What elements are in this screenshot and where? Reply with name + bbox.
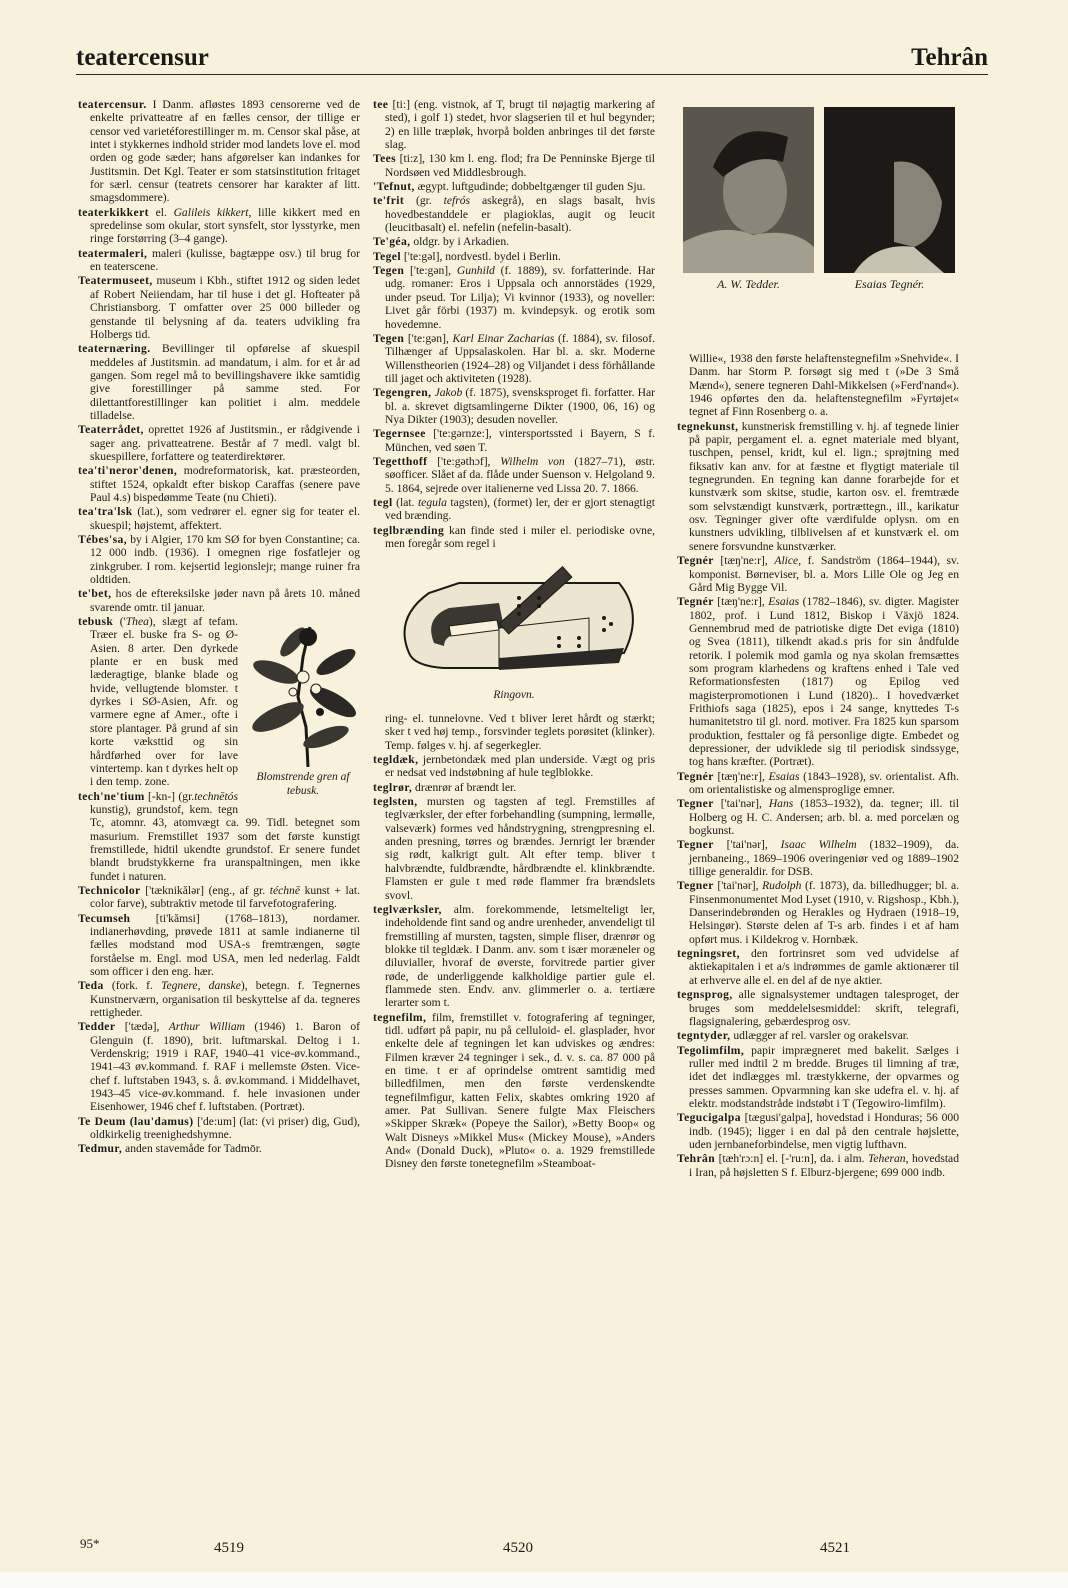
- entry: Tees [ti:z], 130 km l. eng. flod; fra De Penninske Bjerge til Nordsøen ved Middlesbrough.: [373, 152, 655, 179]
- entry-continuation: ring- el. tunnelovne. Ved t bliver leret hårdt og stærkt; sker t ved høj temp., forsvinder teglets porøsitet (klinker). Temp. følges v. hj. af segerkegler.: [385, 712, 655, 752]
- entry: Tébes'sa, by i Algier, 170 km SØ for byen Constantine; ca. 12 000 indb. (1936). I omegnen rige fosfatlejer og zinkgruber. I rom. kejsertid legionslejr; mange ruiner fra oldtiden.: [78, 533, 360, 587]
- left-guideword: teatercensur: [76, 44, 209, 71]
- entry: tegl (lat. tegula tagsten), (formet) ler, der er gjort stenagtigt ved brænding.: [373, 495, 655, 523]
- portrait-tedder-photo-icon: [683, 107, 814, 273]
- entry: teglsten, mursten og tagsten af tegl. Fremstilles af teglværksler, der efter forbehandling (sumpning, lermølle, valseværk) formes ved håndstrygning, strengpresning el. anden presning, tørres og brændes. Jernrigt ler brænder sig rødt, kalkrigt gult. Alt efter temp. bliver t halvbrændte, fuldbrændte, hårdbrændte el. klinkbrændte. Flamsten er gule t med røde flammer fra brændslets svovl.: [373, 795, 655, 902]
- entry: tea'tra'lsk (lat.), som vedrører el. egner sig for teater el. skuespil; højstemt, affektert.: [78, 505, 360, 532]
- entry: teatermaleri, maleri (kulisse, bagtæppe osv.) til brug for en teaterscene.: [78, 246, 360, 274]
- entry: teaterkikkert el. Galileis kikkert, lille kikkert med en spredelinse som okular, stort synsfelt, stor lysstyrke, men ringe forstørring (3–4 gange).: [78, 205, 361, 246]
- entry: Tegel ['te:gəl], nordvestl. bydel i Berlin.: [373, 249, 561, 263]
- entry: tegningsret, den fortrinsret som ved udvidelse af aktiekapitalen i et a/s indrømmes de gamle aktionærer til at erhverve alle el. en del af de nye aktier.: [677, 947, 959, 987]
- entry: Teaterrådet, oprettet 1926 af Justitsmin., er rådgivende i sager ang. privatteatrene. Består af 7 medl. valgt bl. skuespillere, forfattere og teaterdirektører.: [78, 423, 360, 463]
- entry: Tegner ['tai'nər], Isaac Wilhelm (1832–1909), da. jernbaneing., 1869–1906 overingeniør ved og 1889–1902 tillige generaldir. for DSB.: [677, 838, 959, 879]
- entry: tegnsprog, alle signalsystemer undtagen talesproget, der bruges som meddelelsesmiddel: skrift, telegrafi, flagsignalering, gebærdesprog osv.: [677, 988, 959, 1028]
- entry: te'bet, hos de eftereksilske jøder navn på årets 10. måned svarende omtr. til januar.: [78, 587, 360, 614]
- column-3: [677, 352, 959, 1180]
- page-number: 4521: [820, 1540, 850, 1556]
- column-2: [373, 98, 655, 1172]
- portrait-tedder: [683, 107, 814, 273]
- page-number: 4519: [214, 1540, 244, 1556]
- entry: te'frit (gr. tefrós askegrå), en slags basalt, hvis hovedbestanddele er plagioklas, augit og leucit (leucitbasalt) el. nefelin (nefelin-basalt).: [373, 194, 655, 235]
- entry: tea'ti'neror'denen, modreformatorisk, kat. præsteorden, stiftet 1524, opkaldt efter biskop Caraffas (senere pave Paul 4.s) bispedømme Teate (nu Chieti).: [78, 464, 360, 504]
- portrait-tegner: [824, 107, 955, 273]
- signature-mark: 95*: [80, 1536, 100, 1551]
- entry: teaternæring. Bevillinger til opførelse af skuespil meddeles af Justitsmin. ad mandatum, i alm. for et år ad gangen. Som regel må to bevillingshavere ikke samtidig give forestillinger på samme sted. For dilettantforestillinger kan politiet i alm. meddele tilladelse.: [78, 342, 360, 422]
- entry: Tegnér [tæŋ'ne:r], Esaias (1843–1928), sv. orientalist. Afh. om orientalistiske og almensproglige emner.: [677, 769, 959, 796]
- portrait-tegner-photo-icon: [824, 107, 955, 273]
- entry: teatercensur. I Danm. afløstes 1893 censorerne ved de enkelte privatteatre af en fælles censor, der tillige er censor ved varietéforestillinger m. m. Censor skal påse, at intet i stykkernes indhold strider mod landets love el. mod orden og gode sæder; hans afgørelser kan indankes for Justitsmin. Det Kgl. Teater er som statsinstitution fritaget for særl. censur (teatrets censorer har karakter af litt. smagsdommere).: [78, 98, 360, 205]
- entry: tegntyder, udlægger af rel. varsler og orakelsvar.: [677, 1029, 909, 1043]
- tea-branch-illustration-icon: [248, 617, 358, 767]
- figure-caption: Blomstrende gren af tebusk.: [256, 771, 350, 798]
- portrait-caption: A. W. Tedder.: [717, 277, 780, 291]
- scan-margin: [0, 1572, 1068, 1588]
- column-1: [78, 98, 360, 1157]
- tea-branch-figure: [244, 617, 362, 803]
- ring-kiln-figure: [373, 558, 655, 702]
- entry: Technicolor ['tæknikălər] (eng., af gr. téchnē kunst + lat. color farve), subtraktiv metode til farvefotografering.: [78, 883, 360, 911]
- entry: tee [ti:] (eng. vistnok, af T, brugt til nøjagtig markering af sted), i golf 1) stedet, hvor slagserien til et hul begynder; 2) en lille træpløk, hvorpå bolden anbringes til det første slag.: [373, 98, 655, 152]
- entry: teglbrænding kan finde sted i miler el. periodiske ovne, men foregår som regel i: [373, 523, 655, 550]
- entry: Tegolimfilm, papir imprægneret med bakelit. Sælges i ruller med indtil 2 m bredde. Bruges til limning af træ, idet det indlægges ml. træstykkerne, der opvarmes og presses sammen. Opvarmning kan ske udefra el. v. hj. af elektr. modstandstråde indstøbt i T (Tegowiro-limfilm).: [677, 1043, 959, 1110]
- entry: Tegengren, Jakob (f. 1875), svensksproget fi. forfatter. Har bl. a. skrevet digtsamlingerne Dikter (1900, 06, 16) og Nya Dikter (1903); desuden noveller.: [373, 386, 655, 426]
- entry: teglrør, drænrør af brændt ler.: [373, 780, 517, 794]
- entry: Tehrân [tæh'rɔ:n] el. [-'ru:n], da. i alm. Teheran, hovedstad i Iran, på højsletten S f. Elburz-bjergene; 699 000 indb.: [677, 1152, 960, 1179]
- entry-continuation: Willie«, 1938 den første helaftenstegnefilm »Snehvide«. I Danm. har Storm P. forsøgt sig med t (»De 3 Små Mænd«), senere tegneren Dahl-Mikkelsen (»Ferd'nand«). 1946 opførtes den da. helaftenstegnefilm »Fyrtøjet« tegnet af Finn Rosenberg o. a.: [689, 352, 959, 419]
- entry: tegldæk, jernbetondæk med plan underside. Vægt og pris er nedsat ved indstøbning af hule teglblokke.: [373, 753, 655, 780]
- portrait-caption: Esaias Tegnér.: [854, 277, 925, 291]
- page-number: 4520: [503, 1540, 533, 1556]
- entry: teglværksler, alm. forekommende, letsmelteligt ler, indeholdende fint sand og andre urenheder, anvendeligt til fremstilling af mursten, tagsten, simple fliser, drænrør og blokke til tegldæk. I Danm. anv. som t især moræneler og diluvialler, hvoraf de øverste, forvitrede partier giver røde, de underliggende kalkholdige partier gule el. flammede sten. Endv. anv. glimmerler o. a. tertiære lerarter som t.: [373, 902, 655, 1010]
- entry: Te Deum (lau'damus) ['de:um] (lat: (vi priser) dig, Gud), oldkirkelig treenighedshymne.: [78, 1114, 360, 1142]
- entry: Tegernsee ['te:gərnze:], vintersportssted i Bayern, S f. München, ved søen T.: [373, 427, 655, 454]
- entry: Tegen ['te:gən], Gunhild (f. 1889), sv. forfatterinde. Har udg. romaner: Eros i Uppsala och annorstädes (1929, under pseud. Tor Lilja); Vi kvinnor (1933), og noveller: Livet går förbi (1937) m. kvindepsyk. og erotik som hovedemne.: [373, 264, 655, 331]
- right-guideword: Tehrân: [911, 44, 988, 71]
- entry: Tegner ['tai'nər], Hans (1853–1932), da. tegner; ill. til Holberg og H. C. Andersen; arb. bl. a. med porcelæn og bogkunst.: [677, 797, 959, 838]
- entry: tech'ne'tium [-kn-] (gr.technētós kunstig), grundstof, kem. tegn Tc, atomnr. 43, atomvægt ca. 99. Tidl. betegnet som masurium. Fremstillet 1937 som det første kunstigt fremstillede, hidtil ukendte grundstof. Er senere fundet blandt brudstykkerne fra uranspaltningen, men ikke fundet i naturen.: [78, 789, 360, 883]
- entry: Teatermuseet, museum i Kbh., stiftet 1912 og siden ledet af Robert Neiiendam, har til huse i det gl. Hofteater på Christiansborg. T omfatter over 25 000 billeder og genstande til belysning af da. teaters udvikling fra Holbergs tid.: [78, 274, 360, 341]
- entry: Tegnér [tæŋ'ne:r], Esaias (1782–1846), sv. digter. Magister 1802, prof. i Lund 1812, Biskop i Växjö 1824. Gennembrud med de patriotiske digte Det eviga (1810) og Svea (1811), tilkendt akad.s pris for sin åndfulde retorik. I polemik mod gamla og nya skolan fremsættes som program klarhedens og kraftens enhed i Tale ved Reformationsfesten (1817) og Epilog ved magisterpromotionen i Lund (1820).. I hovedværket Frithiofs saga (1825), epos i 24 sange, knyttedes T-s humanitetstro til gl. nord. motiver. Fra 1825 kun sparsom produktion, festtaler og få personlige digte. Embedet og depressioner, der udviklede sig til periodisk sindssyge, tog hans kræfter. (Portræt).: [677, 595, 959, 769]
- entry: Tedmur, anden stavemåde for Tadmōr.: [78, 1142, 262, 1156]
- entry: Tedder ['tædə], Arthur William (1946) 1. Baron of Glenguin (f. 1890), brit. luftmarskal. Deltog i 1. Verdenskrig; 1919 i RAF, 1940–41 vice-øv.kommand., 1941–43 øv.kommand. f. RAF i mellemste Østen. Vice-chef f. luftstaben 1943, s. å. øv.kommand. i Middelhavet, 1943–45 vice-øv.kommand. f. hele invasionen under Eisenhower, 1946 chef f. luftstaben. (Portræt).: [78, 1020, 361, 1114]
- entry: Tegen ['te:gən], Karl Einar Zacharias (f. 1884), sv. filosof. Tilhænger af Uppsalaskolen. Har bl. a. skr. Moderne Willenstheorien (1924–28) og Viljandet i dess förhållande till jaget och aktiviteten (1928).: [373, 331, 655, 385]
- portraits: [683, 107, 965, 307]
- running-header: [76, 44, 988, 75]
- entry: Teda (fork. f. Tegnere, danske), betegn. f. Tegnernes Kunstnerværn, organisation til beskyttelse af da. tegneres rettigheder.: [78, 979, 361, 1020]
- entry-tebusk: Blomstrende gren af tebusk. tebusk ('Thea), slægt af tefam. Træer el. buske fra S- og Ø-Asien. 8 arter. Den dyrkede plante er en busk med læderagtige, blanke blade og hvide, vellugtende blomster. t dyrkes i SØ-Asien, Afr. og varmere egne af Amer., ofte i store plantager. På grund af sin korte væksttid og sin hårdførhed over for lave vintertemp. kan t dyrkes helt op i den temp. zone.: [78, 615, 360, 788]
- entry: Te'géa, oldgr. by i Arkadien.: [373, 235, 510, 249]
- ring-kiln-illustration-icon: [389, 558, 639, 683]
- entry: Tegner ['tai'nər], Rudolph (f. 1873), da. billedhugger; bl. a. Finsenmonumentet Mod Lyset (1910, v. Rigshosp., Kbh.), Danserindebrønden og Herakles og Hydraen (1918–19, Helsingør). Største delen af T-s arb. findes i et af ham opført mus. i Kildekrog v. Hornbæk.: [677, 879, 959, 946]
- entry: 'Tefnut, ægypt. luftgudinde; dobbeltgænger til guden Sju.: [373, 180, 646, 194]
- entry: Tegetthoff ['te:gəthɔf], Wilhelm von (1827–71), østr. søofficer. Slået af da. flåde under Suenson v. Helgoland 9. 5. 1864, sejrede over italienerne ved Lissa 20. 7. 1866.: [373, 454, 656, 495]
- entry: tegnekunst, kunstnerisk fremstilling v. hj. af tegnede linier på papir, pergament el. a. egnet materiale med blyant, tuschpen, pensel, kridt, kul el. lign.; sprøjtning med fiksativ kan anv. for at fæstne et flygtigt materiale til tegnegrunden. En tegning kan danne forarbejde for et kunstværk som skitse, studie, karton osv. el. fremtræde som selvstændigt kunstværk, portrættegn., ill., karikatur osv. Tegninger giver ofte værdifulde oplysn. om en kunstners udvikling, tilblivelsen af et kunstværk el. om senere forsvundne kunstværker.: [677, 419, 959, 553]
- entry: Tecumseh [ti'kămsi] (1768–1813), nordamer. indianerhøvding, prøvede 1811 at samle indianerne til fælles modstand mod USA-s fremtrængen, søgte forståelse m. Engl. mod USA, men led nederlag. Faldt som officer i den eng. hær.: [78, 911, 360, 978]
- figure-caption: Ringovn.: [493, 688, 535, 701]
- entry: Tegucigalpa [tægusi'galpa], hovedstad i Honduras; 56 000 indb. (1945); ligger i en dal på den centrale højslette, uden jernbaneforbindelse, men vigtig lufthavn.: [677, 1111, 959, 1151]
- entry: Tegnér [tæŋ'ne:r], Alice, f. Sandström (1864–1944), sv. komponist. Børneviser, bl. a. Mors Lille Ole og Jeg en Gård Mig Bygge Vil.: [677, 554, 959, 594]
- entry: tegnefilm, film, fremstillet v. fotografering af tegninger, tidl. udført på papir, nu på celluloid- el. glasplader, hvor enkelte dele af tegningen let kan udviskes og ændres: Filmen kræver 24 tegninger i sek., d. v. s. ca. 87 000 på en time. t er af oprindelse omtrent samtidig med billedfilmen, men den første verdenskendte tegnefilmfigur, katten Felix, skabtes omkring 1920 af amer. Pat Sullivan. Senere fulgte Max Fleischers »Skipper Skræk« (Popeye the Sailor), »Betty Boop« og Walt Disneys »Mikkel Mus« (Mickey Mouse), »Anders And« (Donald Duck), »Pluto« o. a. 1929 fremstillede Disney den første tonetegnefilm »Steamboat-: [373, 1010, 655, 1171]
